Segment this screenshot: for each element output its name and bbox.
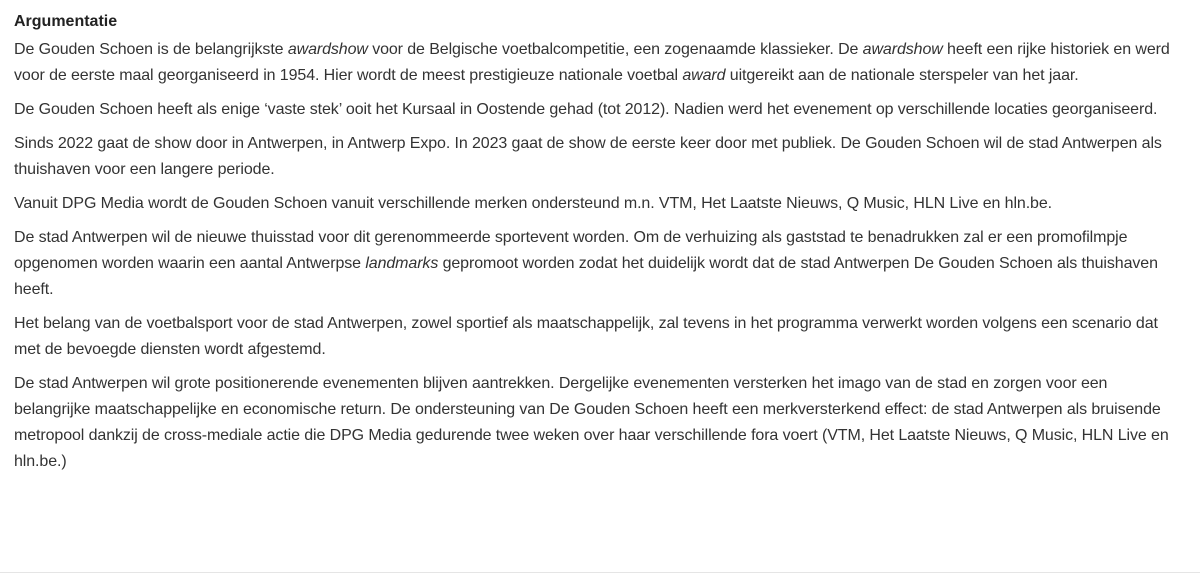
text-segment: heeft een rijke historiek en werd voor de eerste maal georganiseerd in 1954. Hier wordt de meest prestigieuze nationale voetbal — [14, 41, 1170, 84]
paragraph — [14, 97, 1186, 123]
paragraph — [14, 311, 1186, 363]
paragraph — [14, 131, 1186, 183]
italic-term: awardshow — [862, 41, 943, 58]
paragraph — [14, 37, 1186, 89]
text-segment: gepromoot worden zodat het duidelijk wordt dat de stad Antwerpen De Gouden Schoen als thuishaven heeft. — [14, 255, 1158, 298]
text-segment: De stad Antwerpen wil grote positionerende evenementen blijven aantrekken. Dergelijke evenementen versterken het imago van de stad en zorgen voor een belangrijke maatschappelijke en economische return. De ondersteuning van De Gouden Schoen heeft een merkversterkend effect: de stad Antwerpen als bruisende metropool dankzij de cross-mediale actie die DPG Media gedurende twee weken over haar verschillende fora voert (VTM, Het Laatste Nieuws, Q Music, HLN Live en hln.be.) — [14, 375, 1169, 470]
paragraph — [14, 225, 1186, 303]
text-segment: De Gouden Schoen heeft als enige ‘vaste stek’ ooit het Kursaal in Oostende gehad (tot 2012). Nadien werd het evenement op verschillende locaties georganiseerd. — [14, 101, 1158, 118]
paragraph — [14, 191, 1186, 217]
text-segment: Het belang van de voetbalsport voor de stad Antwerpen, zowel sportief als maatschappelijk, zal tevens in het programma verwerkt worden volgens een scenario dat met de bevoegde diensten wordt afgestemd. — [14, 315, 1158, 358]
italic-term: award — [682, 67, 726, 84]
text-segment: De Gouden Schoen is de belangrijkste — [14, 41, 288, 58]
paragraph — [14, 371, 1186, 475]
italic-term: awardshow — [287, 41, 368, 58]
text-segment: Sinds 2022 gaat de show door in Antwerpen, in Antwerp Expo. In 2023 gaat de show de eerste keer door met publiek. De Gouden Schoen wil de stad Antwerpen als thuishaven voor een langere periode. — [14, 135, 1162, 178]
text-segment: voor de Belgische voetbalcompetitie, een zogenaamde klassieker. De — [367, 41, 863, 58]
text-segment: uitgereikt aan de nationale sterspeler van het jaar. — [725, 67, 1079, 84]
section-title: Argumentatie — [14, 13, 118, 30]
text-segment: De stad Antwerpen wil de nieuwe thuisstad voor dit gerenommeerde sportevent worden. Om de verhuizing als gaststad te benadrukken zal er een promofilmpje opgenomen worden waarin een aantal Antwerpse — [14, 229, 1128, 272]
italic-term: landmarks — [365, 255, 439, 272]
text-segment: Vanuit DPG Media wordt de Gouden Schoen vanuit verschillende merken ondersteund m.n. VTM, Het Laatste Nieuws, Q Music, HLN Live en hln.be. — [14, 195, 1052, 212]
bottom-divider — [0, 572, 1200, 573]
paragraph-list — [14, 37, 1186, 475]
